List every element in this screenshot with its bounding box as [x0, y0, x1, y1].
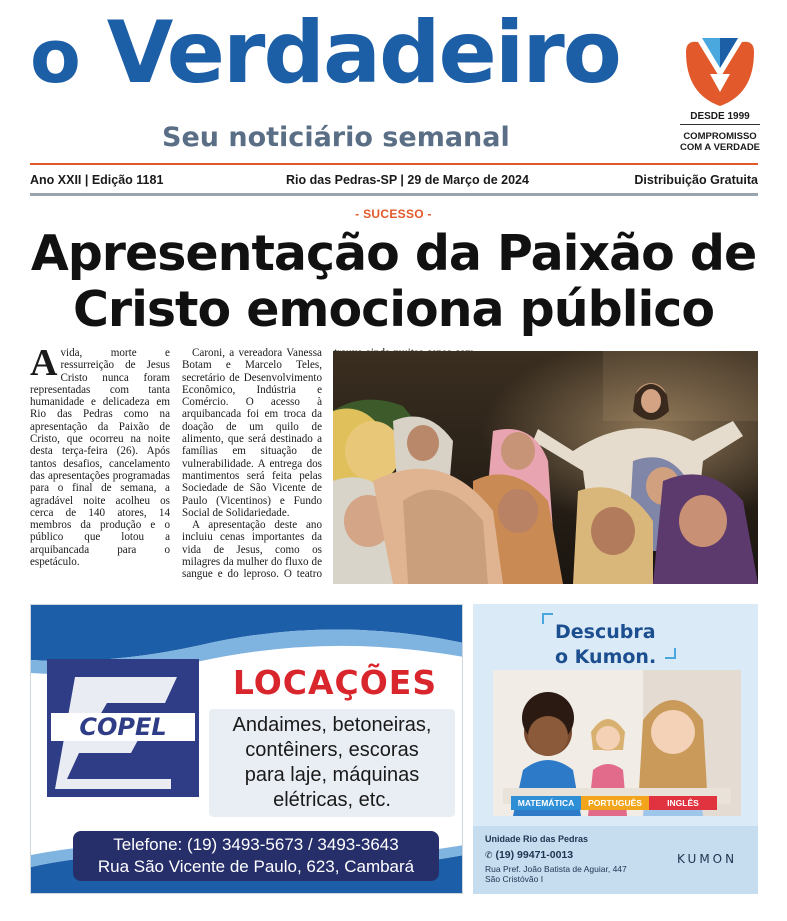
kumon-info-panel — [473, 826, 758, 894]
motto-line-2: COM A VERDADE — [679, 142, 761, 153]
kumon-phone-number: (19) 99471-0013 — [495, 849, 574, 861]
copel-advertisement[interactable] — [30, 604, 463, 894]
article-paragraph: Avida, morte e ressurreição de Jesus Cristo nunca foram representadas com tanta humanidade e delicadeza em Rio das Pedras como na apresentação da Paixão de Cristo, que ocorreu na noite desta terça-feira (26). Após tantos desafios, cancelamento das apresentações programadas para o final de semana, a agradável noite acolheu os cerca de 140 atores, 14 membros da produção e o público que lotou a arquibancada para o espetáculo. — [30, 342, 170, 569]
subject-portuguese: PORTUGUÊS — [581, 796, 649, 810]
copel-logo-text: COPEL — [79, 713, 167, 741]
kumon-phone[interactable] — [485, 849, 573, 861]
services-line: para laje, máquinas — [244, 764, 420, 786]
services-line: contêiners, escoras — [245, 739, 419, 761]
kumon-title-line-1: Descubra — [555, 621, 656, 643]
passion-play-photo — [333, 351, 758, 584]
article-paragraph: A apresentação deste ano incluiu cenas importantes da vida de Jesus, como os milagres da mulher do fluxo de sangue e do leproso. O teatro — [182, 519, 322, 581]
drop-cap: A — [30, 342, 58, 384]
v-logo-icon — [682, 34, 758, 108]
kumon-children-photo — [493, 670, 741, 816]
services-list — [209, 713, 455, 813]
kumon-title — [555, 620, 656, 670]
subject-english: INGLÊS — [649, 796, 717, 810]
article-paragraph: Caroni, a vereadora Vanessa Botam e Marcelo Teles, secretário de Desenvolvimento Econômico, Indústria e Comércio. O acesso à arquibancada foi em troca da doação de um quilo de alimento, que será destinado a famílias em situação de vulnerabilidade. A entrega dos mantimentos será feita pelas Sociedade de São Vicente de Paulo (Vicentinos) e Fundo Social de Solidariedade. — [182, 347, 322, 519]
subject-math: MATEMÁTICA — [511, 796, 581, 810]
since-divider — [680, 124, 760, 125]
motto-line-1: COMPROMISSO — [683, 131, 757, 142]
motto — [672, 131, 768, 153]
kumon-address-line-1: Rua Pref. João Batista de Aguiar, 447 — [485, 864, 627, 874]
kumon-address — [485, 864, 627, 884]
headline: Apresentação da Paixão de Cristo emociona público — [30, 225, 757, 338]
services-line: elétricas, etc. — [273, 789, 391, 811]
title-main: Verdadeiro — [106, 3, 620, 103]
copel-title: LOCAÇÕES — [232, 663, 438, 702]
edition-number: Ano XXII | Edição 1181 — [30, 173, 164, 187]
header-rule — [30, 163, 758, 165]
distribution-note: Distribuição Gratuita — [634, 173, 758, 187]
services-line: Andaimes, betoneiras, — [232, 714, 432, 736]
section-kicker: - SUCESSO - — [355, 207, 432, 221]
kumon-title-line-2: o Kumon. — [555, 646, 657, 668]
edition-info-bar — [30, 173, 758, 189]
place-date: Rio das Pedras-SP | 29 de Março de 2024 — [286, 173, 529, 187]
subjects-bar — [511, 796, 717, 810]
kumon-logo: KUMON — [677, 852, 738, 866]
newspaper-title — [30, 3, 620, 103]
copel-address: Rua São Vicente de Paulo, 623, Cambará — [97, 857, 415, 876]
article-body — [30, 342, 322, 591]
copel-logo-icon — [45, 657, 201, 799]
since-label: DESDE 1999 — [690, 111, 750, 122]
infobar-rule — [30, 193, 758, 196]
kumon-unit: Unidade Rio das Pedras — [485, 834, 589, 844]
copel-phone[interactable]: Telefone: (19) 3493-5673 / 3493-3643 — [113, 835, 399, 854]
tagline: Seu noticiário semanal — [162, 122, 510, 153]
title-prefix: o — [30, 14, 79, 100]
kumon-address-line-2: São Cristóvão I — [485, 874, 544, 884]
whatsapp-phone-icon: ✆ — [485, 850, 493, 860]
kumon-advertisement[interactable] — [473, 604, 758, 894]
copel-contact-box — [73, 831, 439, 881]
